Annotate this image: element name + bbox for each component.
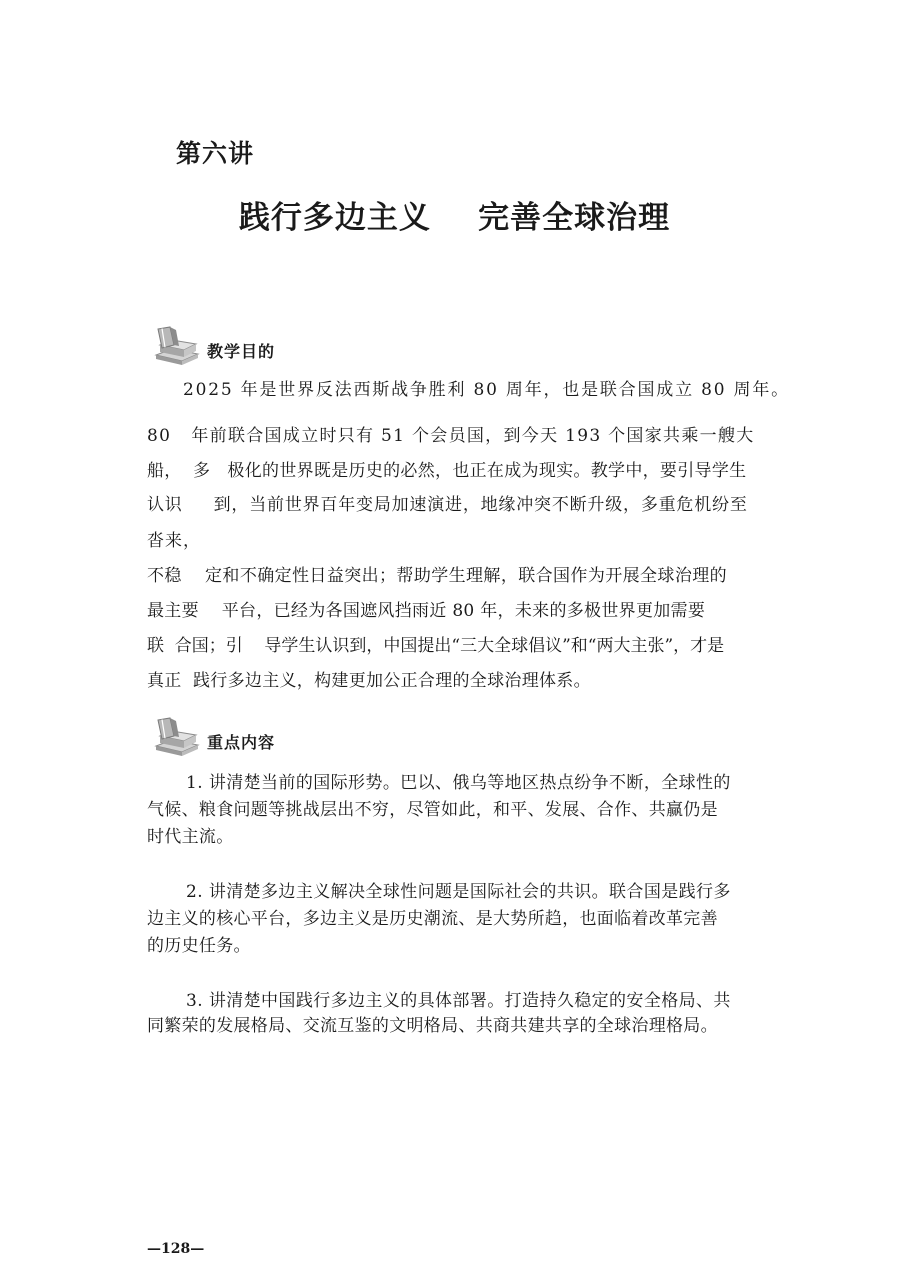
- key-point-line: 同繁荣的发展格局、交流互鉴的文明格局、共商共建共享的全球治理格局。: [147, 1016, 718, 1036]
- key-point-line: 时代主流。: [147, 827, 234, 847]
- key-point-line: 3. 讲清楚中国践行多边主义的具体部署。打造持久稳定的安全格局、共: [186, 991, 731, 1011]
- key-point-line: 气候、粮食问题等挑战层出不穷，尽管如此，和平、发展、合作、共赢仍是: [147, 800, 718, 820]
- objectives-line: 2025 年是世界反法西斯战争胜利 80 周年，也是联合国成立 80 周年。: [183, 380, 790, 400]
- page-number: —128—: [147, 1241, 205, 1257]
- key-point-line: 的历史任务。: [147, 936, 251, 956]
- key-points-heading: [152, 716, 552, 760]
- key-point-line: 1. 讲清楚当前的国际形势。巴以、俄乌等地区热点纷争不断，全球性的: [186, 773, 731, 793]
- lecture-number: 第六讲: [176, 139, 255, 168]
- objectives-label: 教学目的: [207, 342, 276, 361]
- objectives-line: 80 年前联合国成立时只有 51 个会员国，到今天 193 个国家共乘一艘大: [147, 426, 755, 446]
- books-icon: [152, 325, 200, 365]
- books-icon: [152, 716, 200, 756]
- key-points-label: 重点内容: [207, 733, 276, 752]
- objectives-line: 不稳 定和不确定性日益突出；帮助学生理解，联合国作为开展全球治理的: [147, 566, 728, 586]
- objectives-line: 最主要 平台，已经为各国遮风挡雨近 80 年，未来的多极世界更加需要: [147, 601, 706, 621]
- objectives-line: 联 合国；引 导学生认识到，中国提出“三大全球倡议”和“两大主张”，才是: [147, 636, 725, 656]
- objectives-line: 认识 到，当前世界百年变局加速演进，地缘冲突不断升级，多重危机纷至: [147, 495, 748, 515]
- key-point-line: 2. 讲清楚多边主义解决全球性问题是国际社会的共识。联合国是践行多: [186, 882, 731, 902]
- key-point-line: 边主义的核心平台，多边主义是历史潮流、是大势所趋，也面临着改革完善: [147, 909, 718, 929]
- objectives-line: 沓来，: [147, 531, 201, 551]
- objectives-heading: [152, 325, 552, 369]
- objectives-line: 船， 多 极化的世界既是历史的必然，也正在成为现实。教学中，要引导学生: [147, 461, 747, 481]
- lecture-title: 践行多边主义 完善全球治理: [238, 200, 671, 236]
- objectives-line: 真正 践行多边主义，构建更加公正合理的全球治理体系。: [147, 671, 591, 691]
